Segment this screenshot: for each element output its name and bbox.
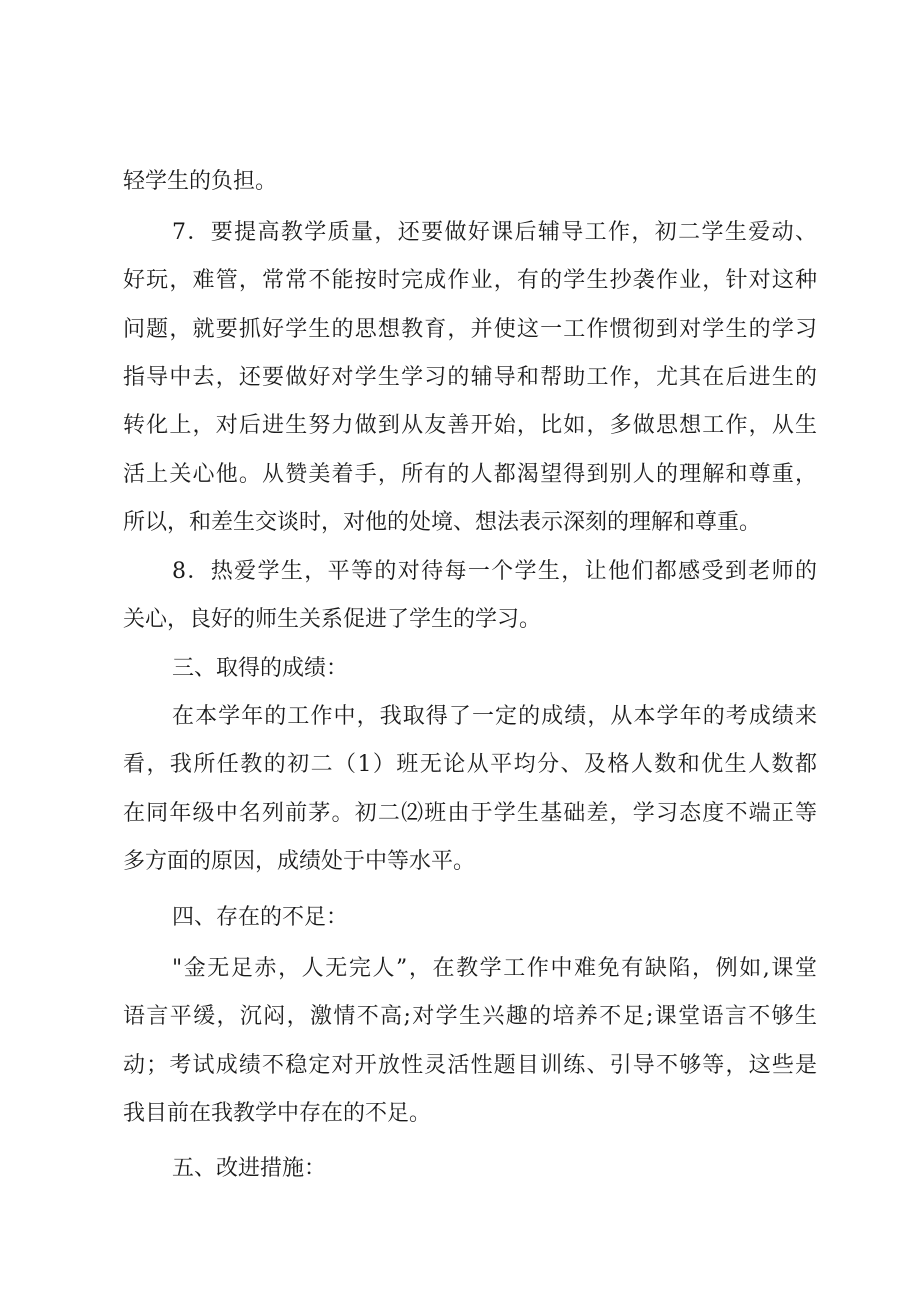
achievements-line-4: 多方面的原因，成绩处于中等水平。 xyxy=(123,849,476,874)
item-7-line-5: 转化上，对后进生努力做到从友善开始，比如，多做思想工作，从生 xyxy=(123,413,817,438)
item-7-line-6: 活上关心他。从赞美着手，所有的人都渴望得到别人的理解和尊重， xyxy=(123,462,817,487)
achievements-line-2: 看，我所任教的初二（1）班无论从平均分、及格人数和优生人数都 xyxy=(123,752,817,777)
section-heading-achievements: 三、取得的成绩： xyxy=(172,656,349,681)
achievements-line-1: 在本学年的工作中，我取得了一定的成绩，从本学年的考成绩来 xyxy=(172,704,817,729)
item-7-line-2: 好玩，难管，常常不能按时完成作业，有的学生抄袭作业，针对这种 xyxy=(123,268,817,293)
shortcomings-line-1: "金无足赤，人无完人”，在教学工作中难免有缺陷，例如,课堂 xyxy=(172,956,817,981)
item-7-line-7: 所以，和差生交谈时，对他的处境、想法表示深刻的理解和尊重。 xyxy=(123,510,762,535)
shortcomings-line-4: 我目前在我教学中存在的不足。 xyxy=(123,1101,432,1126)
shortcomings-line-2: 语言平缓，沉闷，激情不高;对学生兴趣的培养不足;课堂语言不够生 xyxy=(123,1004,817,1029)
item-7-line-1: 7．要提高教学质量，还要做好课后辅导工作，初二学生爱动、 xyxy=(172,220,817,245)
item-7-line-4: 指导中去，还要做好对学生学习的辅导和帮助工作，尤其在后进生的 xyxy=(123,365,817,390)
section-heading-shortcomings: 四、存在的不足： xyxy=(172,905,349,930)
achievements-line-3: 在同年级中名列前茅。初二⑵班由于学生基础差，学习态度不端正等 xyxy=(123,801,817,826)
item-7-line-3: 问题，就要抓好学生的思想教育，并使这一工作惯彻到对学生的学习 xyxy=(123,317,817,342)
shortcomings-line-3: 动；考试成绩不稳定对开放性灵活性题目训练、引导不够等，这些是 xyxy=(123,1053,817,1078)
item-8-line-2: 关心，良好的师生关系促进了学生的学习。 xyxy=(123,607,542,632)
item-8-line-1: 8．热爱学生，平等的对待每一个学生，让他们都感受到老师的 xyxy=(172,559,817,584)
paragraph-continued-line-1: 轻学生的负担。 xyxy=(123,169,278,194)
section-heading-improvements: 五、改进措施： xyxy=(172,1156,327,1181)
